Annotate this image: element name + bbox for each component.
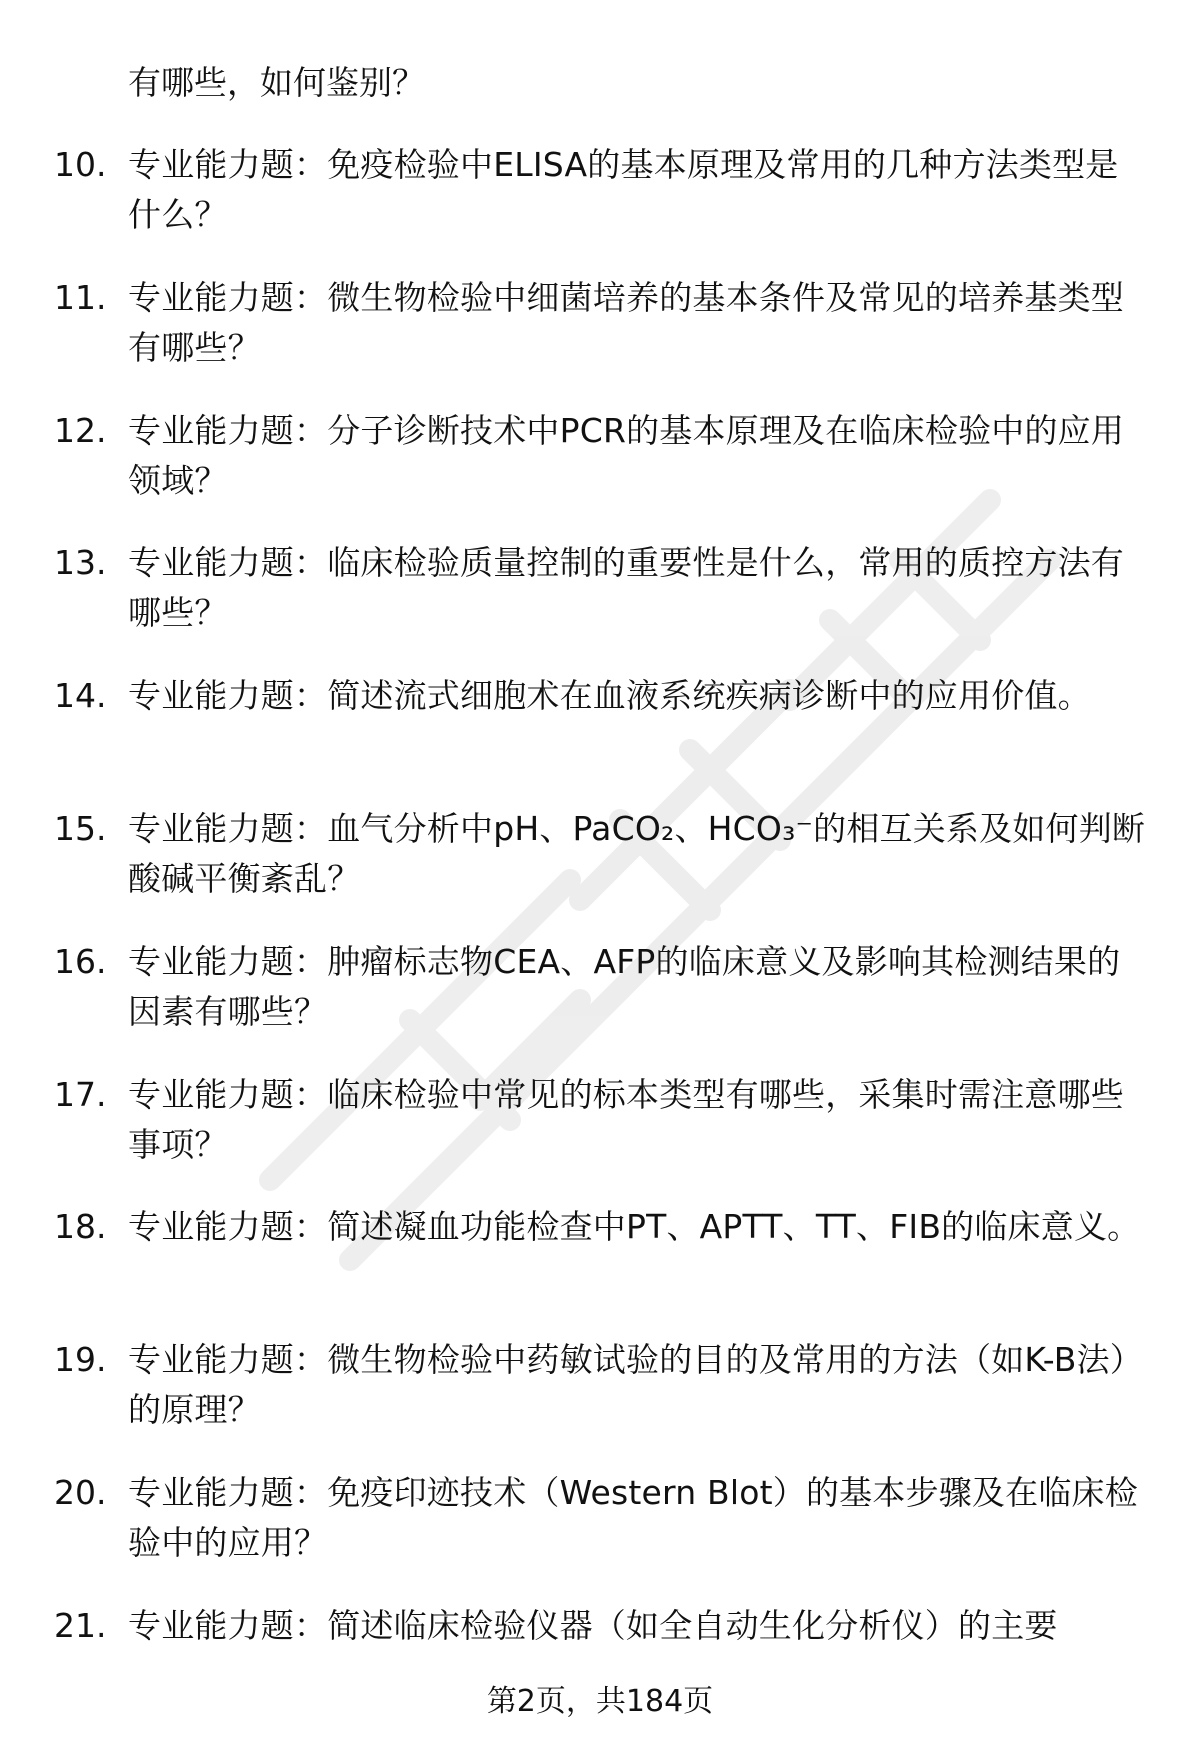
question-number: 15. [54,808,107,848]
question-text: 专业能力题：免疫检验中ELISA的基本原理及常用的几种方法类型是什么？ [128,145,1119,234]
question-number: 17. [54,1074,107,1114]
page-footer: 第2页，共184页 [486,1684,714,1719]
list-item [0,937,1200,1070]
question-text: 专业能力题：简述凝血功能检查中PT、APTT、TT、FIB的临床意义。 [128,1207,1141,1247]
list-item [0,1335,1200,1468]
question-number: 21. [54,1605,107,1645]
list-item [0,1468,1200,1601]
question-number: 20. [54,1472,107,1512]
question-text: 专业能力题：微生物检验中药敏试验的目的及常用的方法（如K-B法）的原理？ [128,1340,1143,1430]
question-number: 18. [54,1207,107,1247]
list-item [0,671,1200,804]
list-item [0,804,1200,937]
question-text: 专业能力题：临床检验中常见的标本类型有哪些，采集时需注意哪些事项？ [128,1074,1124,1164]
question-number: 16. [54,941,107,981]
question-number: 11. [54,277,107,317]
list-item [0,1202,1200,1335]
list-item [0,140,1200,273]
question-list [0,140,1200,1734]
question-text: 专业能力题：肿瘤标志物CEA、AFP的临床意义及影响其检测结果的因素有哪些？ [128,941,1121,1031]
continuation-text: 有哪些，如何鉴别？ [128,63,425,102]
question-number: 19. [54,1340,107,1380]
question-text: 专业能力题：简述临床检验仪器（如全自动生化分析仪）的主要 [128,1605,1058,1645]
question-number: 12. [54,410,107,450]
question-text: 专业能力题：微生物检验中细菌培养的基本条件及常见的培养基类型有哪些？ [128,277,1124,367]
list-item [0,538,1200,671]
question-text: 专业能力题：临床检验质量控制的重要性是什么，常用的质控方法有哪些？ [128,543,1124,633]
question-text: 专业能力题：简述流式细胞术在血液系统疾病诊断中的应用价值。 [128,676,1091,716]
question-number: 10. [54,145,107,184]
question-text: 专业能力题：免疫印迹技术（Western Blot）的基本步骤及在临床检验中的应用？ [128,1472,1138,1562]
question-text: 专业能力题：分子诊断技术中PCR的基本原理及在临床检验中的应用领域？ [128,410,1125,500]
list-item [0,273,1200,406]
question-number: 14. [54,676,107,716]
list-item [0,1070,1200,1203]
question-text: 专业能力题：血气分析中pH、PaCO₂、HCO₃⁻的相互关系及如何判断酸碱平衡紊乱？ [128,808,1146,898]
list-item [0,406,1200,539]
question-number: 13. [54,543,107,583]
